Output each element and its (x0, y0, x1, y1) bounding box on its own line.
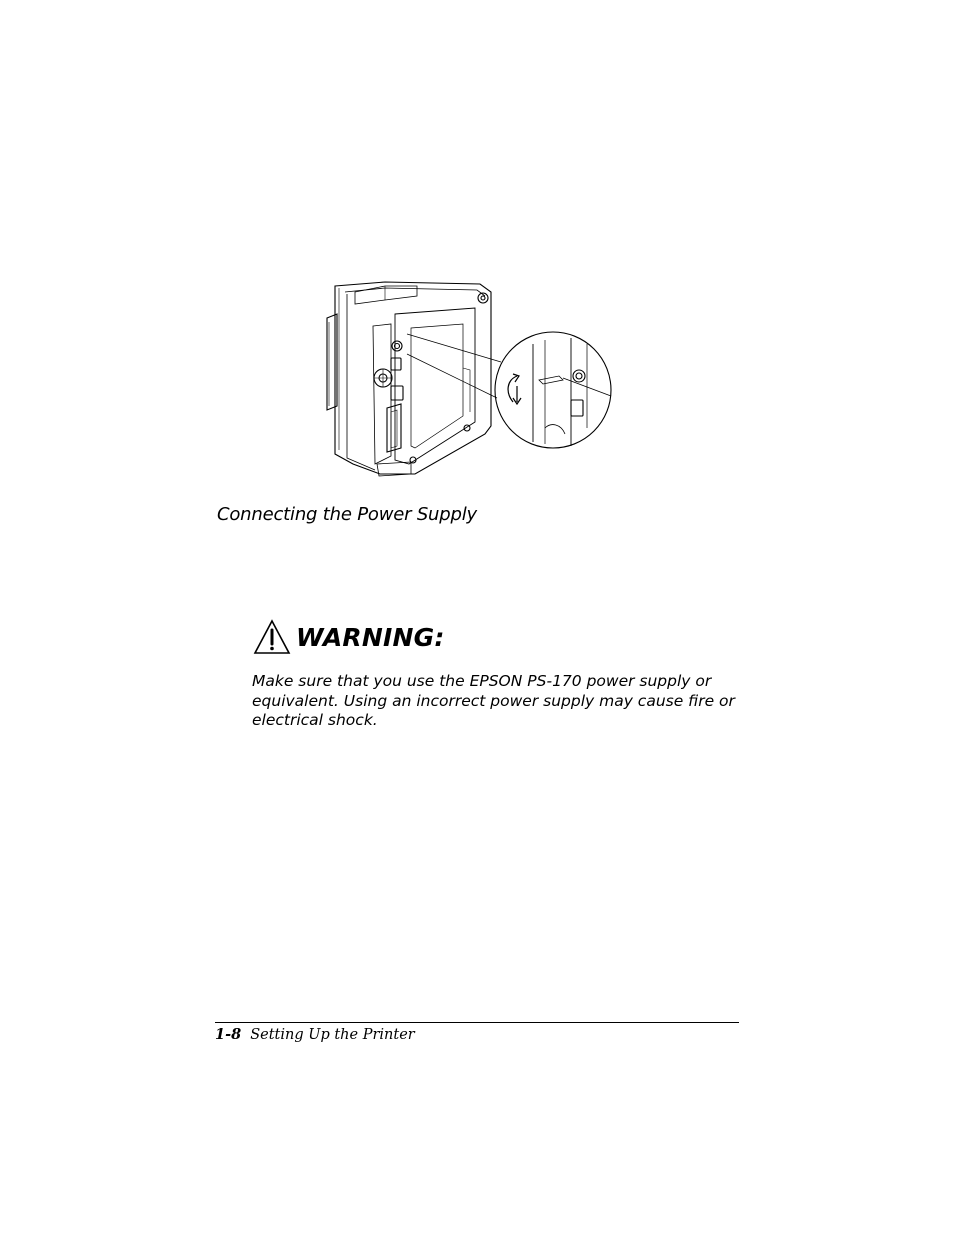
warning-text: Make sure that you use the EPSON PS-170 power supply or equivalent. Using an incorrect power supply may cause fire or electrical shock. (252, 672, 735, 729)
chapter-title: Setting Up the Printer (250, 1027, 415, 1043)
warning-triangle-icon (252, 618, 292, 656)
printer-rear-illustration (325, 278, 615, 488)
footer-divider (215, 1022, 739, 1023)
warning-header (252, 616, 752, 658)
warning-title: WARNING: (296, 622, 445, 652)
section-heading: Connecting the Power Supply (217, 504, 477, 525)
page-footer (215, 1026, 415, 1043)
page-number: 1-8 (215, 1026, 242, 1043)
warning-callout (252, 616, 752, 731)
